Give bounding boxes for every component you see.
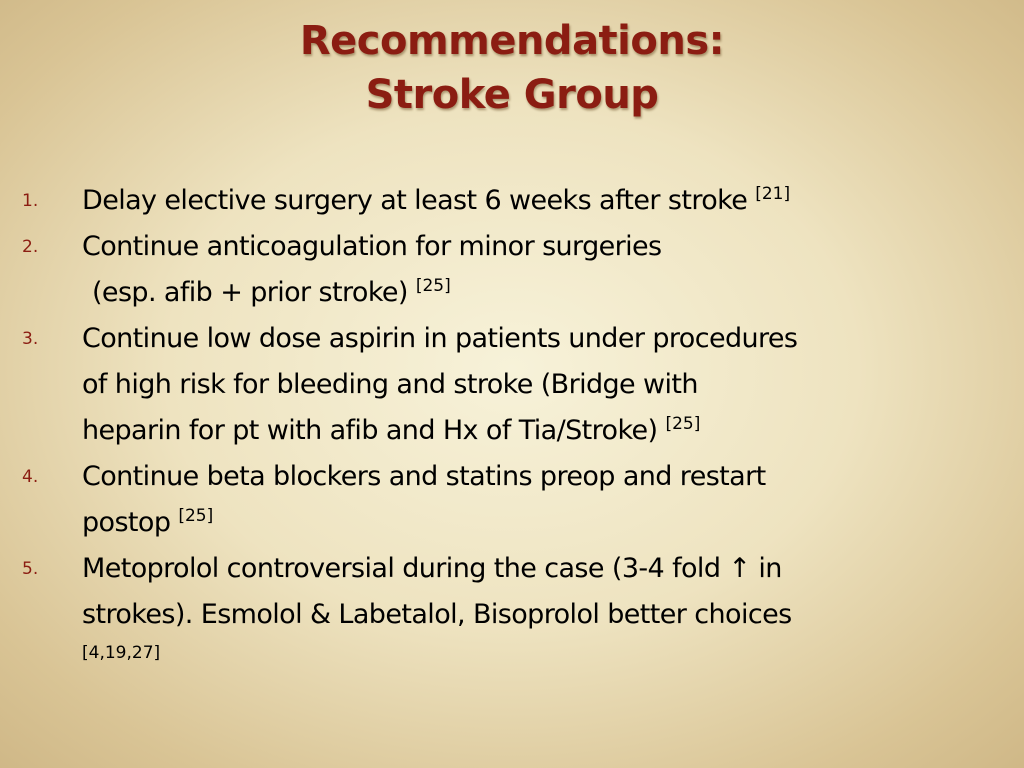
- item-text: Continue anticoagulation for minor surgeries: [82, 231, 662, 262]
- list-item: [0, 316, 1024, 454]
- citation-ref: [25]: [415, 276, 451, 296]
- item-number: 5.: [22, 559, 39, 579]
- item-number: 2.: [22, 237, 39, 257]
- item-text: (esp. afib + prior stroke): [92, 277, 408, 308]
- item-text: Metoprolol controversial during the case (3-4 fold ↑ in: [82, 553, 782, 584]
- citation-ref: [21]: [755, 184, 791, 204]
- item-text: Delay elective surgery at least 6 weeks after stroke: [82, 185, 748, 216]
- citation-ref: [25]: [178, 506, 214, 526]
- item-line: [82, 500, 1008, 546]
- item-line: [82, 270, 1008, 316]
- item-number: 1.: [22, 191, 39, 211]
- item-line: [82, 408, 1008, 454]
- item-text: heparin for pt with afib and Hx of Tia/Stroke): [82, 415, 658, 446]
- list-item: [0, 224, 1024, 316]
- item-number: 3.: [22, 329, 39, 349]
- citation-ref: [4,19,27]: [82, 643, 161, 663]
- slide-title-line-1: Recommendations:: [299, 18, 725, 64]
- item-text: Continue low dose aspirin in patients under procedures: [82, 323, 798, 354]
- recommendation-list: [0, 178, 1024, 668]
- item-text: Continue beta blockers and statins preop and restart: [82, 461, 766, 492]
- item-line: [82, 178, 1008, 224]
- list-item: [0, 454, 1024, 546]
- item-text: strokes). Esmolol & Labetalol, Bisoprolol better choices: [82, 599, 792, 630]
- citation-ref: [25]: [665, 414, 701, 434]
- item-text: of high risk for bleeding and stroke (Bridge with: [82, 369, 698, 400]
- list-item: [0, 178, 1024, 224]
- slide-title: [0, 14, 1024, 122]
- item-text: postop: [82, 507, 171, 538]
- item-number: 4.: [22, 467, 39, 487]
- list-item: [0, 546, 1024, 668]
- slide-title-line-2: Stroke Group: [365, 72, 659, 118]
